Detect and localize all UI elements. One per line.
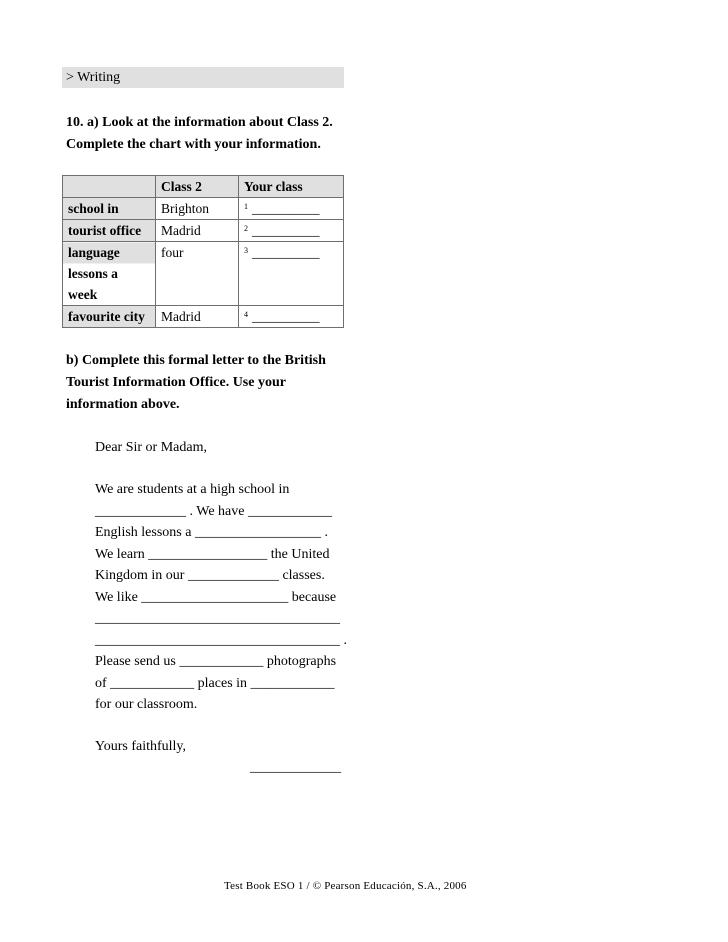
- letter-line[interactable]: We are students at a high school in: [95, 482, 290, 497]
- class2-value: Madrid: [156, 306, 239, 328]
- letter-line[interactable]: _____________ . We have ____________: [95, 503, 332, 519]
- chart-row: [63, 220, 344, 242]
- your-class-answer[interactable]: [239, 220, 344, 242]
- class2-value: four: [156, 242, 239, 306]
- letter-line[interactable]: ___________________________________: [95, 611, 340, 626]
- row-label: [63, 242, 156, 306]
- class2-value: Brighton: [156, 198, 239, 220]
- letter-line[interactable]: Kingdom in our _____________ classes.: [95, 568, 325, 583]
- your-class-answer[interactable]: [239, 242, 344, 306]
- answer-blank[interactable]: __________: [252, 201, 320, 216]
- chart-header-your-class: Your class: [239, 176, 344, 198]
- chart-row: [63, 242, 344, 306]
- info-chart: [62, 175, 344, 328]
- answer-blank[interactable]: __________: [252, 309, 320, 324]
- task-a-line2: Complete the chart with your information.: [66, 137, 321, 152]
- chart-header-row: [63, 176, 344, 198]
- answer-number: 4: [244, 310, 248, 319]
- answer-blank[interactable]: __________: [252, 223, 320, 238]
- answer-blank[interactable]: __________: [252, 245, 320, 260]
- letter-line[interactable]: We learn _________________ the United: [95, 546, 330, 562]
- row-label: favourite city: [63, 306, 156, 328]
- row-label-line: language: [68, 245, 120, 260]
- letter-closing: Yours faithfully,: [95, 739, 187, 754]
- chart-row: [63, 198, 344, 220]
- chart-header-class2: Class 2: [156, 176, 239, 198]
- letter-line[interactable]: Please send us ____________ photographs: [95, 654, 337, 669]
- task-b-line3: information above.: [66, 397, 180, 412]
- chart-header-empty: [63, 176, 156, 198]
- task-a-line1: 10. a) Look at the information about Class 2.: [66, 115, 333, 130]
- letter-line[interactable]: English lessons a __________________ .: [95, 525, 328, 540]
- answer-number: 2: [244, 224, 248, 233]
- letter-line[interactable]: We like _____________________ because: [95, 589, 337, 605]
- page-footer: Test Book ESO 1 / © Pearson Educación, S.A., 2006: [224, 880, 467, 892]
- letter-line[interactable]: ___________________________________ .: [95, 632, 347, 648]
- task-b-line1: b) Complete this formal letter to the British: [66, 353, 326, 368]
- signature-line[interactable]: _____________: [250, 760, 341, 775]
- answer-number: 1: [244, 202, 248, 211]
- your-class-answer[interactable]: [239, 306, 344, 328]
- chart-row: [63, 306, 344, 328]
- row-label-line: week: [68, 287, 98, 302]
- row-label-line: lessons a: [68, 266, 118, 281]
- your-class-answer[interactable]: [239, 198, 344, 220]
- task-b-line2: Tourist Information Office. Use your: [66, 375, 286, 390]
- letter-line: for our classroom.: [95, 697, 198, 712]
- row-label: school in: [63, 198, 156, 220]
- letter-body: [95, 479, 355, 716]
- section-header: > Writing: [62, 67, 344, 88]
- class2-value: Madrid: [156, 220, 239, 242]
- letter-line[interactable]: of ____________ places in ____________: [95, 675, 335, 691]
- answer-number: 3: [244, 246, 248, 255]
- letter-greeting: Dear Sir or Madam,: [95, 440, 207, 455]
- row-label: tourist office: [63, 220, 156, 242]
